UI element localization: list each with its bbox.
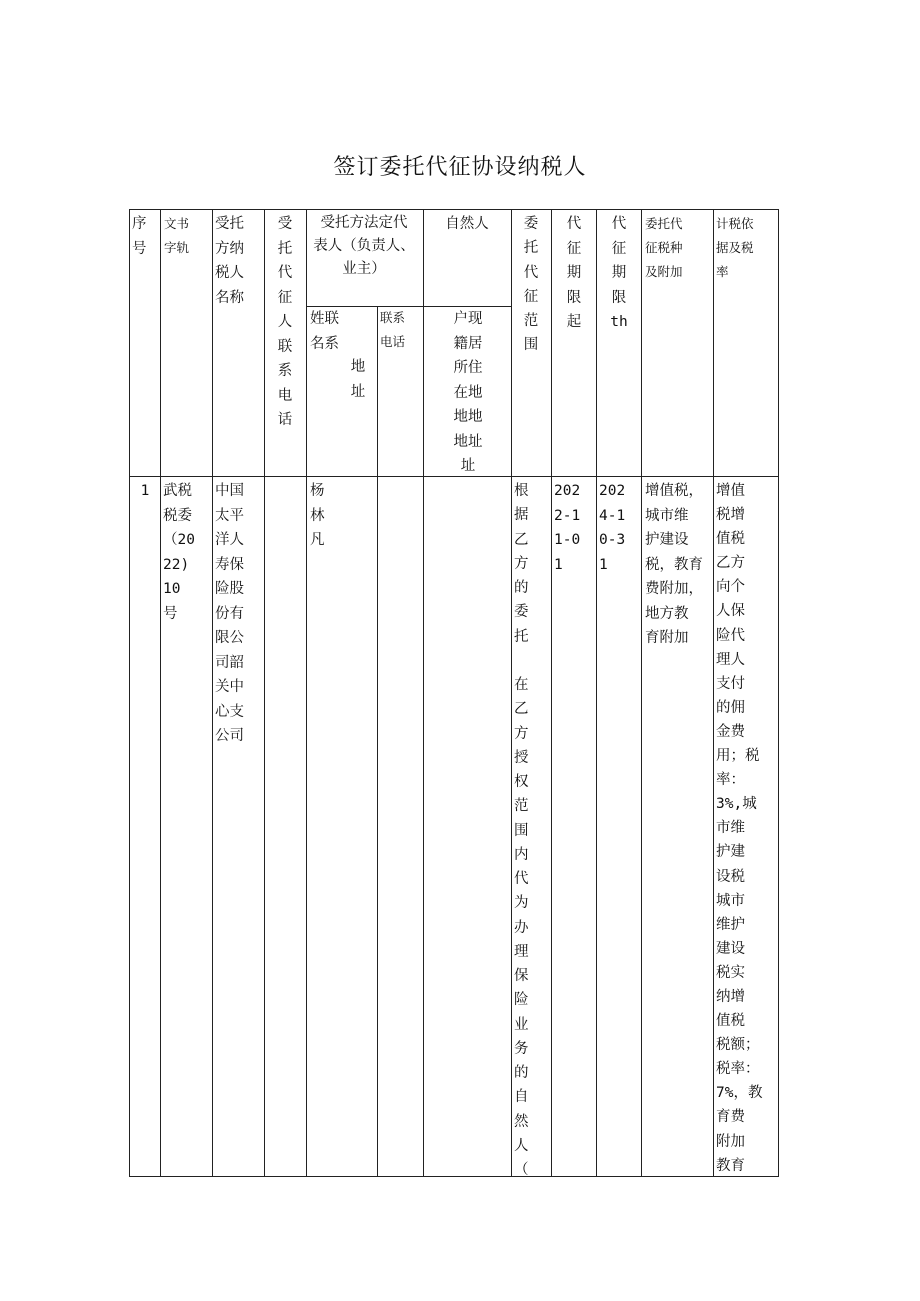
- header-scope: 委 托 代 征 范 围: [523, 216, 539, 354]
- row-rep-name: 杨 林 凡: [310, 483, 325, 548]
- page-title: 签订委托代征协设纳税人: [333, 155, 587, 180]
- row-doc-no: 武税 税委 （20 22) 10 号: [163, 483, 195, 622]
- row-seq: 1: [140, 483, 150, 499]
- header-legal-rep: 受托方法定代 表人（负责人、 业主）: [313, 215, 415, 277]
- header-doc-no: 文书 字轨: [164, 216, 190, 255]
- header-end: 代 征 期 限 th: [610, 216, 628, 330]
- header-agent-contact: 受 托 代 征 人 联 系 电 话: [277, 216, 293, 428]
- header-household-address: 户现 籍居 所住 在地 地地 地址 址: [453, 311, 483, 474]
- row-taxpayer-name: 中国 太平 洋人 寿保 险股 份有 限公 司韶 关中 心支 公司: [215, 483, 244, 744]
- header-address: 地 址: [350, 359, 366, 400]
- header-seq: 序 号: [132, 216, 147, 257]
- header-name: 姓联 名系: [310, 311, 339, 352]
- header-natural-person: 自然人: [445, 216, 489, 232]
- header-phone: 联系 电话: [380, 310, 406, 349]
- header-basis: 计税依 据及税 率: [716, 216, 754, 279]
- row-basis: 增值 税增 值税 乙方 向个 人保 险代 理人 支付 的佣 金费 用；税 率： 3%,城 市维 护建 设税 城市 维护 建设 税实 纳增 值税 税额； 税率： 7%，教 育费 附加 教育: [716, 483, 763, 1174]
- row-scope: 根 据 乙 方 的 委 托 在 乙 方 授 权 范 围 内 代 为 办 理 保 险 业 务 的 自 然 人 （: [514, 483, 529, 1178]
- header-start: 代 征 期 限 起: [566, 216, 582, 330]
- row-tax-type: 增值税， 城市维 护建设 税，教育 费附加， 地方教 育附加: [645, 483, 703, 646]
- row-start: 202 2-1 1-0 1: [554, 483, 581, 573]
- header-tax-type: 委托代 征税种 及附加: [645, 216, 683, 279]
- row-end: 202 4-1 0-3 1: [599, 483, 626, 573]
- header-taxpayer-name: 受托 方纳 税人 名称: [215, 216, 244, 306]
